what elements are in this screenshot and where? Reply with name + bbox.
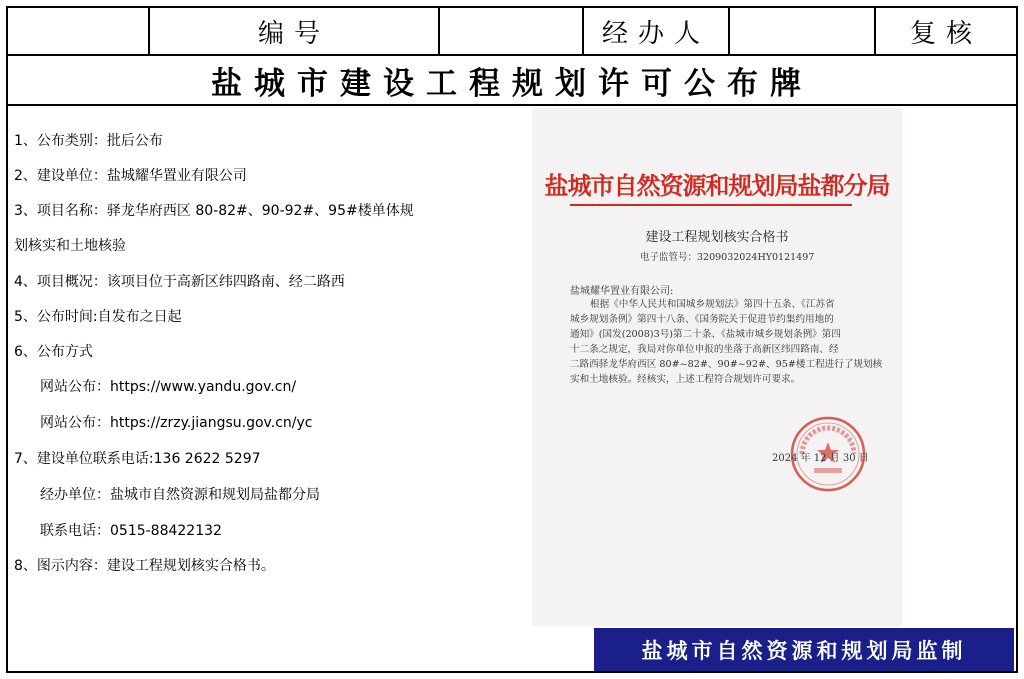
header-handler-value: [730, 8, 876, 54]
body-line: 根据《中华人民共和国城乡规划法》第四十五条、《江苏省: [590, 299, 835, 310]
notice-board: [6, 6, 1018, 673]
item-builder: 2、建设单位：盐城耀华置业有限公司: [14, 168, 247, 184]
item-publish-time: 5、公布时间:自发布之日起: [14, 309, 182, 325]
item-overview: 4、项目概况：该项目位于高新区纬四路南、经二路西: [14, 274, 345, 290]
red-divider: [570, 204, 852, 206]
certificate-number: 电子监管号：3209032024HY0121497: [640, 252, 815, 263]
item-project-name: 3、项目名称：驿龙华府西区 80-82#、90-92#、95#楼单体规: [14, 203, 414, 219]
body-line: 城乡规划条例》第四十八条、《国务院关于促进节约集约用地的: [570, 314, 834, 325]
footer-banner: 盐城市自然资源和规划局监制: [594, 628, 1014, 671]
item-contact-phone: 联系电话：0515-88422132: [40, 523, 222, 539]
certificate-addressee: 盐城耀华置业有限公司:: [570, 286, 674, 297]
page-title: 盐城市建设工程规划许可公布牌: [8, 56, 1016, 106]
item-website-1: 网站公布：https://www.yandu.gov.cn/: [40, 379, 297, 395]
header-handler-label: 经办人: [584, 8, 730, 54]
certificate-image: [532, 108, 902, 626]
item-website-2: 网站公布：https://zrzy.jiangsu.gov.cn/yc: [40, 415, 313, 431]
certificate-org: 盐城市自然资源和规划局盐都分局: [544, 171, 890, 200]
item-builder-phone: 7、建设单位联系电话:136 2622 5297: [14, 451, 261, 467]
certificate-title: 建设工程规划核实合格书: [645, 230, 789, 245]
header-number-label: 编号: [150, 8, 440, 54]
certificate-body: [570, 297, 883, 387]
item-illustration: 8、图示内容：建设工程规划核实合格书。: [14, 558, 275, 574]
header-blank-cell: [8, 8, 150, 54]
certificate-date: 2024 年 12 月 30 日: [772, 453, 869, 464]
header-reviewer-label: 复核: [909, 18, 982, 49]
item-publish-method: 6、公布方式: [14, 344, 93, 360]
body-line: 通知》(国发(2008)3号)第二十条、《盐城市城乡规划条例》第四: [570, 329, 841, 340]
header-table: [8, 8, 1016, 56]
body-line: 十二条之规定，我局对你单位申报的坐落于高新区纬四路南、经: [570, 344, 839, 355]
item-category: 1、公布类别：批后公布: [14, 133, 163, 149]
item-handling-unit: 经办单位：盐城市自然资源和规划局盐都分局: [40, 487, 320, 503]
item-project-name-cont: 划核实和土地核验: [14, 238, 126, 254]
header-number-value: [440, 8, 584, 54]
body-line: 实和土地核验。经核实，上述工程符合规划许可要求。: [570, 374, 801, 385]
body-line: 二路西驿龙华府西区 80#~82#、90#~92#、95#楼工程进行了规划核: [570, 359, 883, 370]
